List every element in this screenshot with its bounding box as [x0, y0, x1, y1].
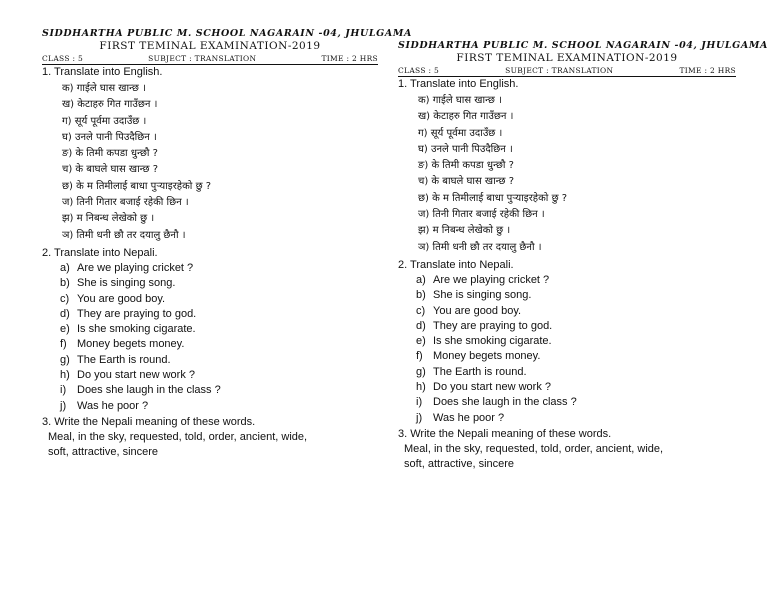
- item-marker: f): [416, 350, 423, 363]
- item-text: She is singing song.: [433, 289, 532, 302]
- exam-sheet-left: [42, 28, 412, 461]
- question-1-list: [62, 81, 378, 244]
- item-marker: g): [416, 365, 426, 378]
- english-sentence: [416, 349, 736, 364]
- item-marker: c): [416, 304, 426, 317]
- nepali-sentence: ख) केटाहरु गित गाउँछन ।: [418, 111, 514, 123]
- english-sentence: [60, 276, 378, 291]
- item-text: Does she laugh in the class ?: [77, 384, 221, 397]
- english-sentence: [416, 411, 736, 426]
- nepali-sentence: ङ) के तिमी कपडा धुन्छौ ?: [62, 148, 158, 160]
- english-sentence: [60, 307, 378, 322]
- nepali-sentence: ङ) के तिमी कपडा धुन्छौ ?: [418, 160, 514, 172]
- nepali-sentence: ख) केटाहरु गित गाउँछन ।: [62, 99, 158, 111]
- exam-meta-row: [42, 54, 378, 65]
- word-list-line-1: Meal, in the sky, requested, told, order, ancient, wide,: [404, 442, 664, 455]
- school-name: SIDDHARTHA PUBLIC M. SCHOOL NAGARAIN -04, JHULGAMA: [398, 40, 768, 51]
- time-label: TIME : 2 HRS: [321, 54, 378, 63]
- nepali-sentence: छ) के म तिमीलाई बाधा पुर्‍याइरहेको छु ?: [418, 192, 568, 204]
- school-name: SIDDHARTHA PUBLIC M. SCHOOL NAGARAIN -04, JHULGAMA: [42, 28, 412, 39]
- question-1-list: [418, 93, 736, 256]
- item-marker: h): [60, 369, 70, 382]
- nepali-sentence: घ) उनले पानी पिउदैछिन ।: [418, 143, 513, 155]
- exam-meta-row: [398, 66, 736, 77]
- item-marker: i): [60, 384, 67, 397]
- english-sentence: [416, 334, 736, 349]
- question-3-title: 3. Write the Nepali meaning of these words.: [398, 427, 612, 440]
- question-2-list: [416, 273, 736, 426]
- item-marker: f): [60, 338, 67, 351]
- subject-label: SUBJECT : TRANSLATION: [148, 54, 257, 63]
- english-sentence: [60, 368, 378, 383]
- class-label: CLASS : 5: [42, 54, 84, 63]
- nepali-sentence: ञ) तिमी धनी छौ तर दयालु छैनौ ।: [62, 229, 186, 241]
- item-marker: d): [416, 319, 426, 332]
- english-sentence: [416, 319, 736, 334]
- item-text: Is she smoking cigarate.: [433, 335, 552, 348]
- word-list-line-2: soft, attractive, sincere: [404, 458, 515, 471]
- english-sentence: [60, 383, 378, 398]
- nepali-sentence: ञ) तिमी धनी छौ तर दयालु छैनौ ।: [418, 241, 542, 253]
- nepali-sentence: च) के बाघले घास खान्छ ?: [62, 164, 159, 176]
- item-text: Is she smoking cigarate.: [77, 323, 196, 336]
- item-marker: h): [416, 381, 426, 394]
- item-text: The Earth is round.: [433, 365, 527, 378]
- nepali-sentence: ज) तिनी गितार बजाई रहेकी छिन ।: [62, 197, 189, 209]
- question-3-title: 3. Write the Nepali meaning of these words.: [42, 415, 256, 428]
- item-text: Are we playing cricket ?: [77, 261, 194, 274]
- english-sentence: [60, 337, 378, 352]
- english-sentence: [60, 353, 378, 368]
- nepali-sentence: छ) के म तिमीलाई बाधा पुर्‍याइरहेको छु ?: [62, 180, 212, 192]
- word-list-line-1: Meal, in the sky, requested, told, order, ancient, wide,: [48, 430, 308, 443]
- question-1-title: 1. Translate into English.: [42, 66, 163, 78]
- nepali-sentence: ज) तिनी गितार बजाई रहेकी छिन ।: [418, 209, 545, 221]
- nepali-sentence: क) गाईले घास खान्छ ।: [62, 83, 146, 94]
- item-marker: g): [60, 353, 70, 366]
- item-marker: b): [416, 289, 426, 302]
- class-label: CLASS : 5: [398, 66, 440, 75]
- nepali-sentence: झ) म निबन्ध लेखेको छु ।: [418, 225, 511, 237]
- english-sentence: [416, 273, 736, 288]
- item-text: Money begets money.: [77, 338, 185, 351]
- item-text: Does she laugh in the class ?: [433, 396, 577, 409]
- nepali-sentence: क) गाईले घास खान्छ ।: [418, 95, 502, 106]
- time-label: TIME : 2 HRS: [679, 66, 736, 75]
- exam-sheet-right: [398, 40, 768, 473]
- item-marker: d): [60, 307, 70, 320]
- nepali-sentence: ग) सूर्य पूर्वमा उदाउँछ ।: [418, 127, 503, 139]
- item-marker: b): [60, 277, 70, 290]
- item-text: Do you start new work ?: [77, 369, 195, 382]
- english-sentence: [60, 399, 378, 414]
- question-2-list: [60, 261, 378, 414]
- item-marker: j): [416, 411, 423, 424]
- nepali-sentence: घ) उनले पानी पिउदैछिन ।: [62, 131, 157, 143]
- item-text: They are praying to god.: [433, 319, 553, 332]
- question-1-title: 1. Translate into English.: [398, 78, 519, 90]
- english-sentence: [60, 322, 378, 337]
- english-sentence: [416, 288, 736, 303]
- item-marker: e): [60, 323, 70, 336]
- item-text: The Earth is round.: [77, 353, 171, 366]
- nepali-sentence: ग) सूर्य पूर्वमा उदाउँछ ।: [62, 115, 147, 127]
- english-sentence: [416, 304, 736, 319]
- nepali-sentence: झ) म निबन्ध लेखेको छु ।: [62, 213, 155, 225]
- item-text: Money begets money.: [433, 350, 541, 363]
- subject-label: SUBJECT : TRANSLATION: [505, 66, 614, 75]
- item-text: Was he poor ?: [433, 411, 505, 424]
- word-list-line-2: soft, attractive, sincere: [48, 446, 159, 459]
- item-marker: a): [416, 273, 426, 286]
- item-text: Are we playing cricket ?: [433, 273, 550, 286]
- english-sentence: [416, 395, 736, 410]
- english-sentence: [416, 365, 736, 380]
- item-marker: e): [416, 335, 426, 348]
- item-text: She is singing song.: [77, 277, 176, 290]
- question-2-title: 2. Translate into Nepali.: [42, 246, 158, 259]
- item-text: Do you start new work ?: [433, 381, 551, 394]
- item-text: Was he poor ?: [77, 399, 149, 412]
- nepali-sentence: च) के बाघले घास खान्छ ?: [418, 176, 515, 188]
- english-sentence: [60, 261, 378, 276]
- exam-title: FIRST TEMINAL EXAMINATION-2019: [456, 52, 678, 64]
- item-text: You are good boy.: [433, 304, 522, 317]
- item-marker: j): [60, 399, 67, 412]
- item-text: They are praying to god.: [77, 307, 197, 320]
- item-marker: a): [60, 261, 70, 274]
- item-marker: c): [60, 292, 70, 305]
- item-text: You are good boy.: [77, 292, 166, 305]
- exam-title: FIRST TEMINAL EXAMINATION-2019: [99, 40, 321, 52]
- item-marker: i): [416, 396, 423, 409]
- english-sentence: [416, 380, 736, 395]
- question-2-title: 2. Translate into Nepali.: [398, 258, 514, 271]
- english-sentence: [60, 292, 378, 307]
